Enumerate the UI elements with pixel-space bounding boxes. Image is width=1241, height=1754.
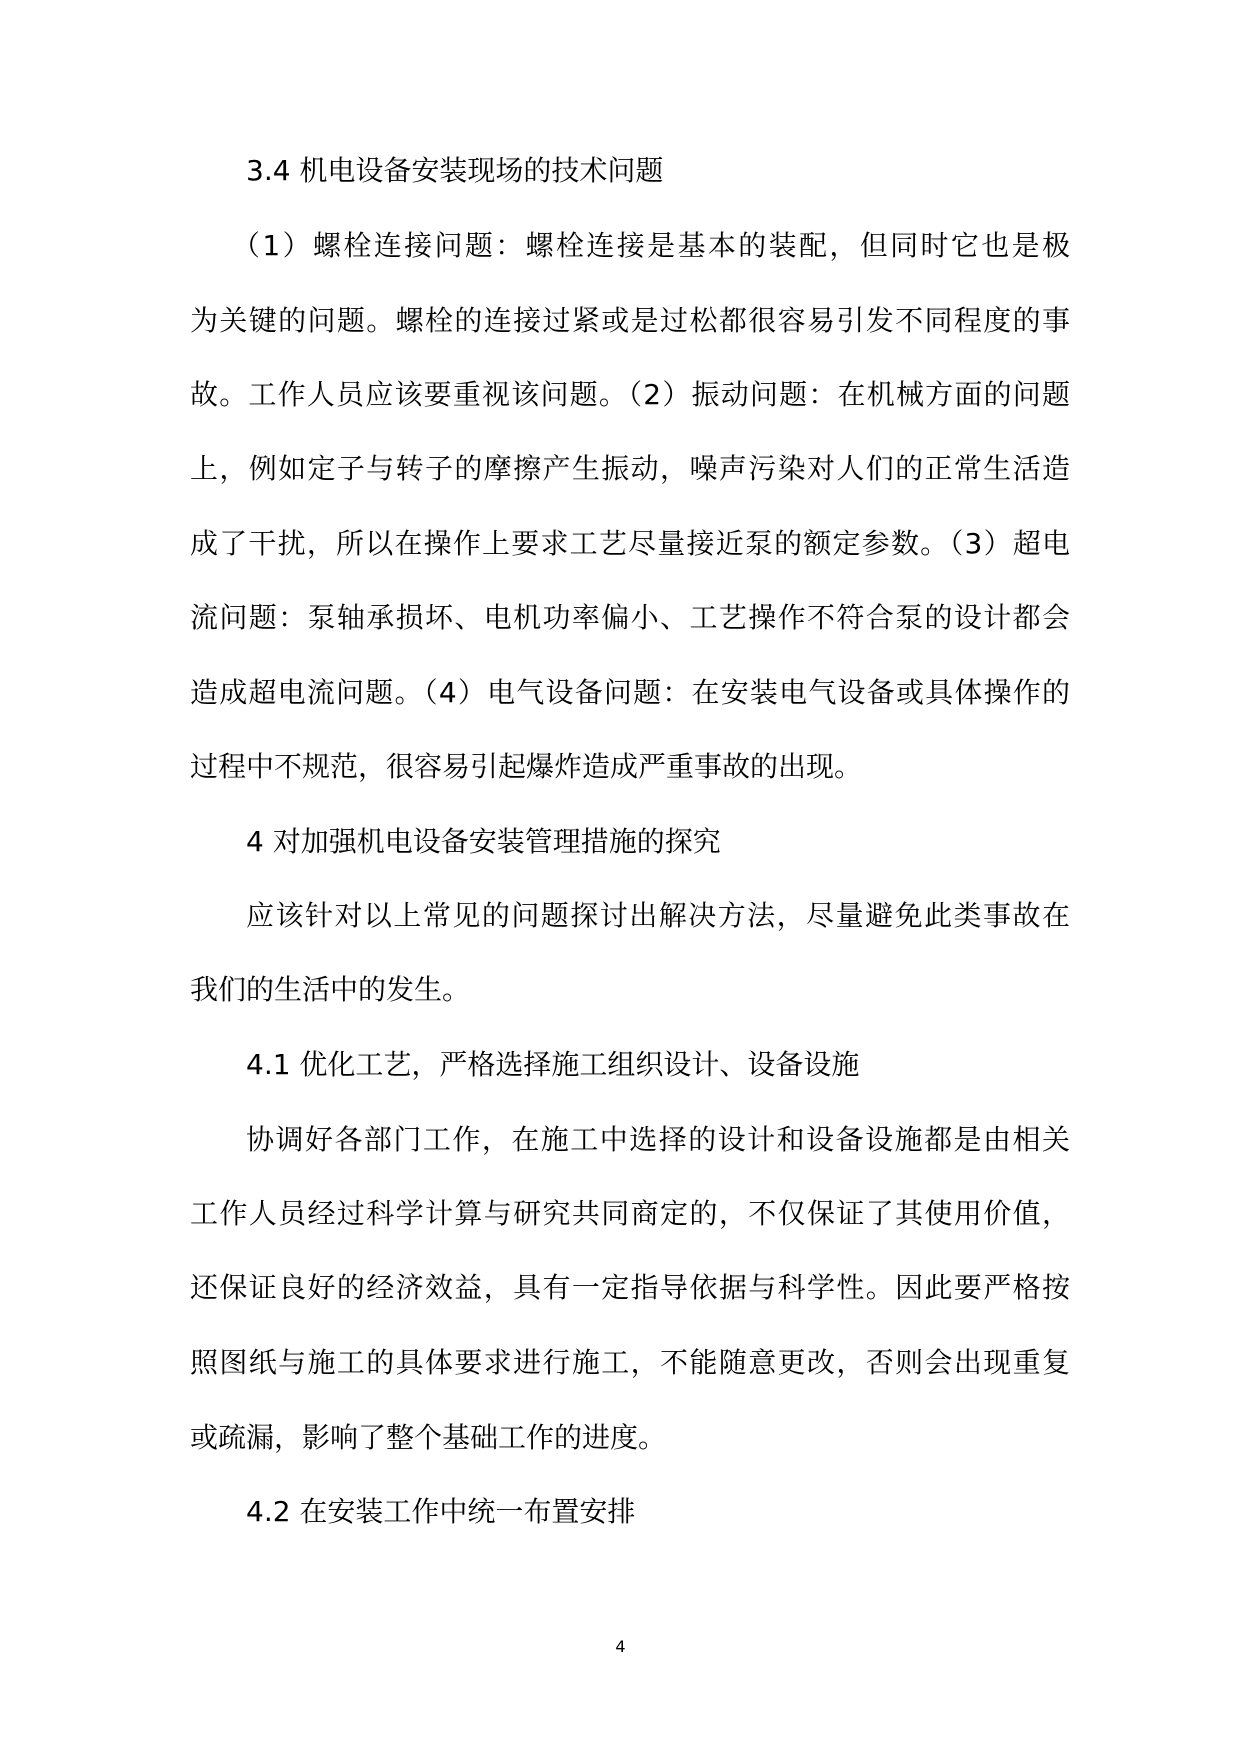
- paragraph-line: 还保证良好的经济效益，具有一定指导依据与科学性。因此要严格按: [190, 1271, 1070, 1304]
- heading-4-1: 4.1 优化工艺，严格选择施工组织设计、设备设施: [246, 1048, 860, 1081]
- paragraph-line: 故。工作人员应该要重视该问题。（2）振动问题：在机械方面的问题: [190, 378, 1070, 411]
- paragraph-line: 为关键的问题。螺栓的连接过紧或是过松都很容易引发不同程度的事: [190, 304, 1070, 337]
- paragraph-line: 工作人员经过科学计算与研究共同商定的，不仅保证了其使用价值，: [190, 1197, 1070, 1230]
- paragraph-line: 过程中不规范，很容易引起爆炸造成严重事故的出现。: [190, 750, 863, 783]
- paragraph-line: 造成超电流问题。（4）电气设备问题：在安装电气设备或具体操作的: [190, 676, 1070, 709]
- paragraph-line: 上，例如定子与转子的摩擦产生振动，噪声污染对人们的正常生活造: [190, 452, 1070, 485]
- paragraph-line: 协调好各部门工作，在施工中选择的设计和设备设施都是由相关: [246, 1123, 1070, 1156]
- paragraph-line: 成了干扰，所以在操作上要求工艺尽量接近泵的额定参数。（3）超电: [190, 527, 1070, 560]
- page-number: 4: [615, 1637, 626, 1656]
- heading-4-2: 4.2 在安装工作中统一布置安排: [246, 1495, 636, 1528]
- paragraph-line: （1）螺栓连接问题：螺栓连接是基本的装配，但同时它也是极: [232, 229, 1070, 262]
- paragraph-line: 流问题：泵轴承损坏、电机功率偏小、工艺操作不符合泵的设计都会: [190, 601, 1070, 634]
- paragraph-line: 或疏漏，影响了整个基础工作的进度。: [190, 1421, 667, 1454]
- paragraph-line: 应该针对以上常见的问题探讨出解决方法，尽量避免此类事故在: [246, 899, 1070, 932]
- paragraph-line: 照图纸与施工的具体要求进行施工，不能随意更改，否则会出现重复: [190, 1346, 1070, 1379]
- heading-4: 4 对加强机电设备安装管理措施的探究: [246, 825, 721, 858]
- paragraph-line: 我们的生活中的发生。: [190, 973, 471, 1006]
- heading-3-4: 3.4 机电设备安装现场的技术问题: [246, 154, 664, 187]
